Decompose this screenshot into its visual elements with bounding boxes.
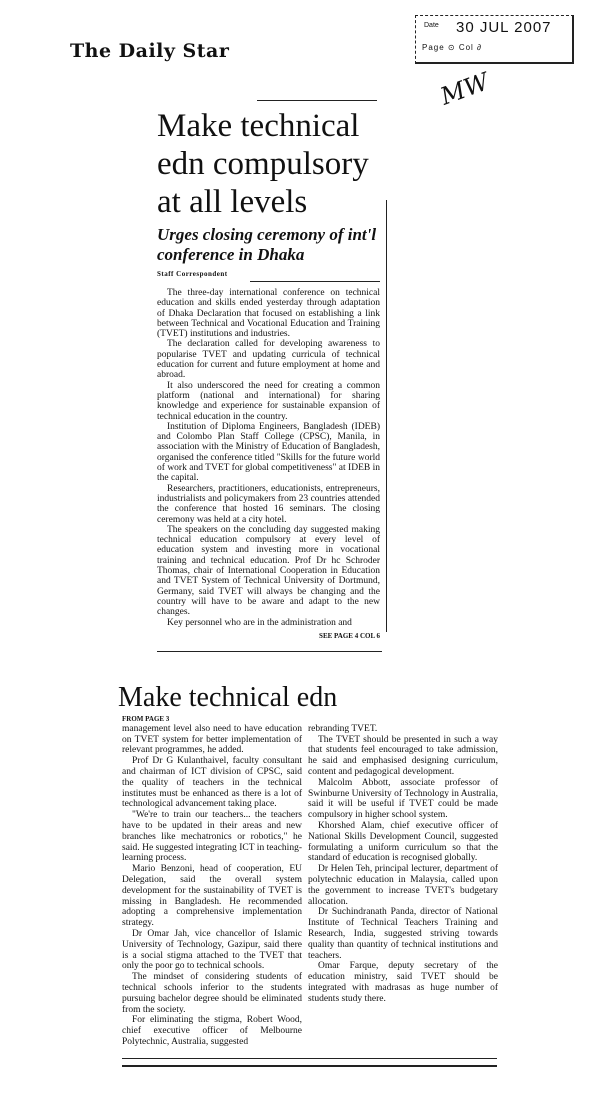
paragraph: Dr Suchindranath Panda, director of National Institute of Technical Teachers Training and Research, India, suggested striving towards quality than quantity of technical institutions and teachers. xyxy=(308,907,498,961)
article-body xyxy=(157,288,380,628)
divider xyxy=(157,651,382,652)
paragraph: Prof Dr G Kulanthaivel, faculty consultant and chairman of ICT division of CPSC, said the quality of teachers in the technical institutes must be enhanced as there is a lot of technological advancement taking place. xyxy=(122,756,302,810)
paragraph: rebranding TVET. xyxy=(308,723,378,734)
divider xyxy=(257,100,377,101)
continued-reference: SEE PAGE 4 COL 6 xyxy=(319,631,380,640)
from-page-label: FROM PAGE 3 xyxy=(122,714,170,723)
article xyxy=(157,100,387,652)
paragraph: "We're to train our teachers... the teachers have to be updated in their areas and new branches like mechatronics or robotics," he said. He suggested integrating ICT in teaching-learning process. xyxy=(122,810,302,864)
paragraph: For eliminating the stigma, Robert Wood, chief executive officer of Melbourne Polytechnic, Australia, suggested xyxy=(122,1015,302,1047)
headline: Make technical edn compulsory at all levels xyxy=(157,108,369,220)
continuation-column-1 xyxy=(122,724,302,1048)
paragraph: The three-day international conference on technical education and skills ended yesterday through adaptation of Dhaka Declaration that focused on establishing a link between Technical and Vocational Education and Training (TVET) institutions and industries. xyxy=(157,288,380,340)
subheadline: Urges closing ceremony of int'l conference in Dhaka xyxy=(157,225,377,264)
paragraph: The mindset of considering students of technical schools inferior to the students pursuing bachelor degree should be eliminated from the society. xyxy=(122,972,302,1015)
continuation-headline: Make technical edn xyxy=(118,681,338,713)
stamp-label: Date xyxy=(424,22,439,29)
masthead: The Daily Star xyxy=(70,40,230,62)
paragraph: The TVET should be presented in such a way that students feel encouraged to take admission, he said and emphasised designing curriculum, content and pedagogical development. xyxy=(308,734,498,777)
paragraph: Dr Helen Teh, principal lecturer, department of polytechnic education in Malaysia, called upon the government to increase TVET's budgetary allocation. xyxy=(308,864,498,907)
continuation-article xyxy=(118,682,498,1067)
paragraph: Omar Farque, deputy secretary of the education ministry, said TVET should be integrated with madrasas as huge number of students study there. xyxy=(308,961,498,1004)
divider xyxy=(250,281,380,282)
divider xyxy=(122,1058,497,1059)
paragraph: Mario Benzoni, head of cooperation, EU Delegation, said the overall system development for the sustainability of TVET is missing in Bangladesh. He recommended adopting a comprehensive implementation strategy. xyxy=(122,864,302,929)
paragraph: Institution of Diploma Engineers, Bangladesh (IDEB) and Colombo Plan Staff College (CPSC), Manila, in association with the Ministry of Education of Bangladesh, organised the conference titled "Skills for the future world of work and TVET for global competitiveness" at IDEB in the capital. xyxy=(157,421,380,484)
column-border xyxy=(386,200,387,632)
paragraph: Dr Omar Jah, vice chancellor of Islamic University of Technology, Gazipur, said there is a social stigma attached to the TVET that only the poor go to technical schools. xyxy=(122,928,302,972)
byline: Staff Correspondent xyxy=(157,270,228,278)
divider xyxy=(122,1065,497,1067)
paragraph: management level also need to have education on TVET system for better implementation of relevant programmes, he added. xyxy=(122,723,302,756)
paragraph: Khorshed Alam, chief executive officer of National Skills Development Council, suggested formulating a uniform curriculum so that the standard of education is recognised globally. xyxy=(308,820,498,864)
continuation-columns xyxy=(122,724,498,1048)
stamp-date: 30 JUL 2007 xyxy=(456,19,552,36)
paragraph: The declaration called for developing awareness to popularise TVET and updating curricula of technical education for current and future employment at home and abroad. xyxy=(157,339,380,381)
handwritten-initials: MW xyxy=(436,67,493,111)
paragraph: It also underscored the need for creating a common platform (national and international) for sharing knowledge and experience for sustainable expansion of technical education in the country. xyxy=(157,380,380,422)
continuation-column-2 xyxy=(308,724,498,1048)
paragraph: Key personnel who are in the administration and xyxy=(167,617,352,628)
paragraph: Malcolm Abbott, associate professor of Swinburne University of Technology in Australia, said it will be useful if TVET could be made compulsory in higher school system. xyxy=(308,777,498,821)
stamp-page-col: Page ⊙ Col ∂ xyxy=(422,43,483,52)
paragraph: The speakers on the concluding day suggested making technical education compulsory at every level of education system and investing more in vocational training and technical education. Prof Dr hc Schroder Thomas, chair of International Cooperation in Education and TVET System of Technical University of Dortmund, Germany, said TVET will always be changing and the country will have to be aware and adapt to the new changes. xyxy=(157,524,380,618)
paragraph: Researchers, practitioners, educationists, entrepreneurs, industrialists and policymakers from 23 countries attended the conference that hosted 16 seminars. The closing ceremony was held at a city hotel. xyxy=(157,483,380,525)
